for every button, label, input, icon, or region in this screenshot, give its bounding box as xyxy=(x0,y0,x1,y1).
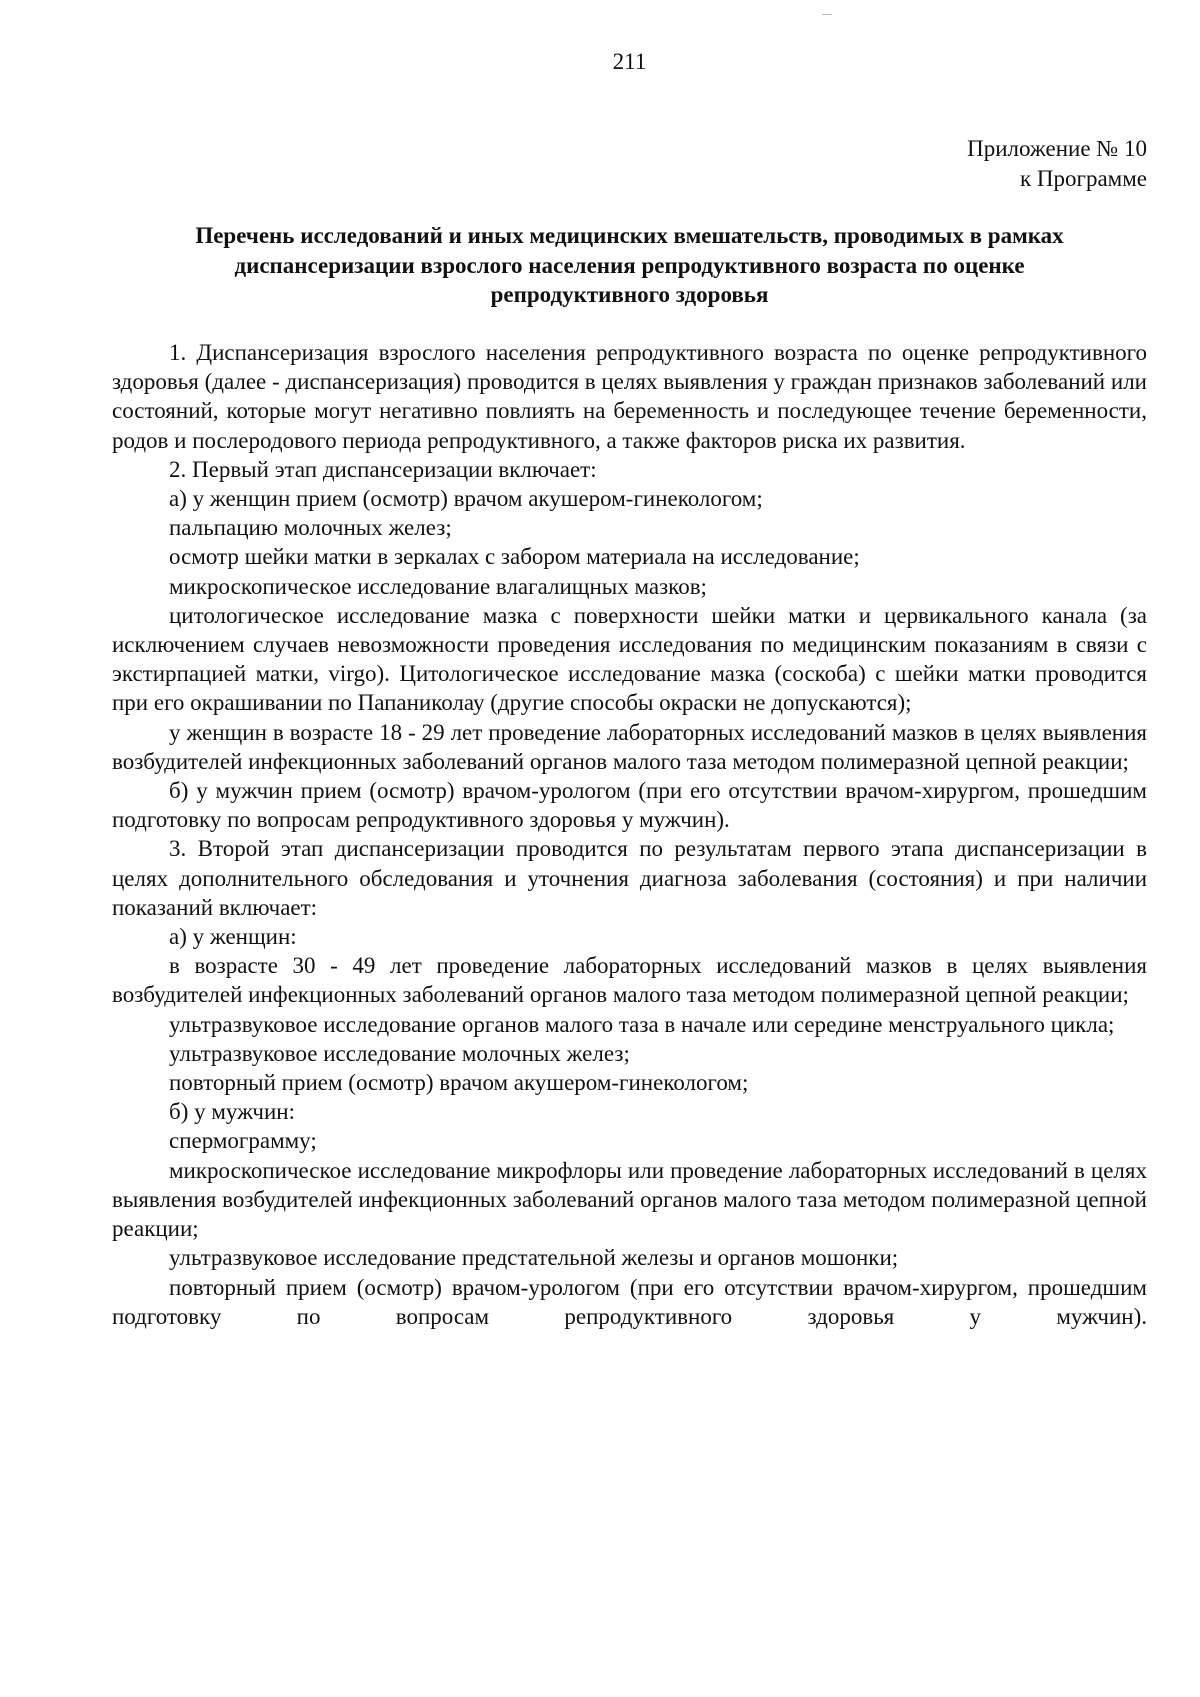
paragraph: осмотр шейки матки в зеркалах с забором материала на исследование; xyxy=(169,544,860,570)
paragraph: а) у женщин прием (осмотр) врачом акушером-гинекологом; xyxy=(169,486,763,512)
paragraph: повторный прием (осмотр) врачом акушером-гинекологом; xyxy=(169,1070,749,1096)
document-body xyxy=(112,338,1147,1331)
appendix-program: к Программе xyxy=(1020,166,1147,191)
document-title xyxy=(112,221,1147,310)
paragraph: микроскопическое исследование влагалищных мазков; xyxy=(169,573,707,599)
paragraph: ультразвуковое исследование молочных желез; xyxy=(169,1040,630,1066)
appendix-reference xyxy=(967,134,1147,194)
appendix-number: Приложение № 10 xyxy=(967,136,1147,161)
paragraph: ультразвуковое исследование предстательной железы и органов мошонки; xyxy=(169,1245,899,1271)
paragraph: 2. Первый этап диспансеризации включает: xyxy=(169,456,597,482)
title-line-2: диспансеризации взрослого населения репродуктивного возраста по оценке xyxy=(234,252,1025,278)
title-line-3: репродуктивного здоровья xyxy=(490,282,769,307)
document-page xyxy=(112,0,1147,1697)
paragraph: б) у мужчин: xyxy=(169,1099,296,1125)
title-line-1: Перечень исследований и иных медицинских вмешательств, проводимых в рамках xyxy=(195,223,1064,248)
paragraph: у женщин в возрасте 18 - 29 лет проведение лабораторных исследований мазков в целях выявления возбудителей инфекционных заболеваний органов малого таза методом полимеразной цепной реакции; xyxy=(112,719,1147,774)
paragraph: 3. Второй этап диспансеризации проводится по результатам первого этапа диспансеризации в целях дополнительного обследования и уточнения диагноза заболевания (состояния) и при наличии показаний включает: xyxy=(112,836,1147,920)
paragraph: повторный прием (осмотр) врачом-урологом (при его отсутствии врачом-хирургом, прошедшим подготовку по вопросам репродуктивного здоровья у мужчин). xyxy=(112,1274,1147,1329)
paragraph: микроскопическое исследование микрофлоры или проведение лабораторных исследований в целях выявления возбудителей инфекционных заболеваний органов малого таза методом полимеразной цепной реакции; xyxy=(112,1157,1147,1242)
paragraph: 1. Диспансеризация взрослого населения репродуктивного возраста по оценке репродуктивного здоровья (далее - диспансеризация) проводится в целях выявления у граждан признаков заболеваний или состояний, которые могут негативно повлиять на беременность и последующее течение беременности, родов и послеродового периода репродуктивного, а также факторов риска их развития. xyxy=(112,340,1147,453)
paragraph: а) у женщин: xyxy=(169,924,297,950)
paragraph: спермограмму; xyxy=(169,1128,317,1154)
paragraph: цитологическое исследование мазка с поверхности шейки матки и цервикального канала (за исключением случаев невозможности проведения исследования по медицинским показаниям в связи с экстирпацией матки, virgo). Цитологическое исследование мазка (соскоба) с шейки матки проводится при его окрашивании по Папаниколау (другие способы окраски не допускаются); xyxy=(112,602,1147,716)
paragraph: ультразвуковое исследование органов малого таза в начале или середине менструального цикла; xyxy=(169,1011,1115,1037)
paragraph: б) у мужчин прием (осмотр) врачом-урологом (при его отсутствии врачом-хирургом, прошедшим подготовку по вопросам репродуктивного здоровья у мужчин). xyxy=(112,778,1147,833)
paragraph: пальпацию молочных желез; xyxy=(169,515,452,541)
page-number: 211 xyxy=(612,49,647,74)
paragraph: в возрасте 30 - 49 лет проведение лабораторных исследований мазков в целях выявления возбудителей инфекционных заболеваний органов малого таза методом полимеразной цепной реакции; xyxy=(112,953,1147,1008)
